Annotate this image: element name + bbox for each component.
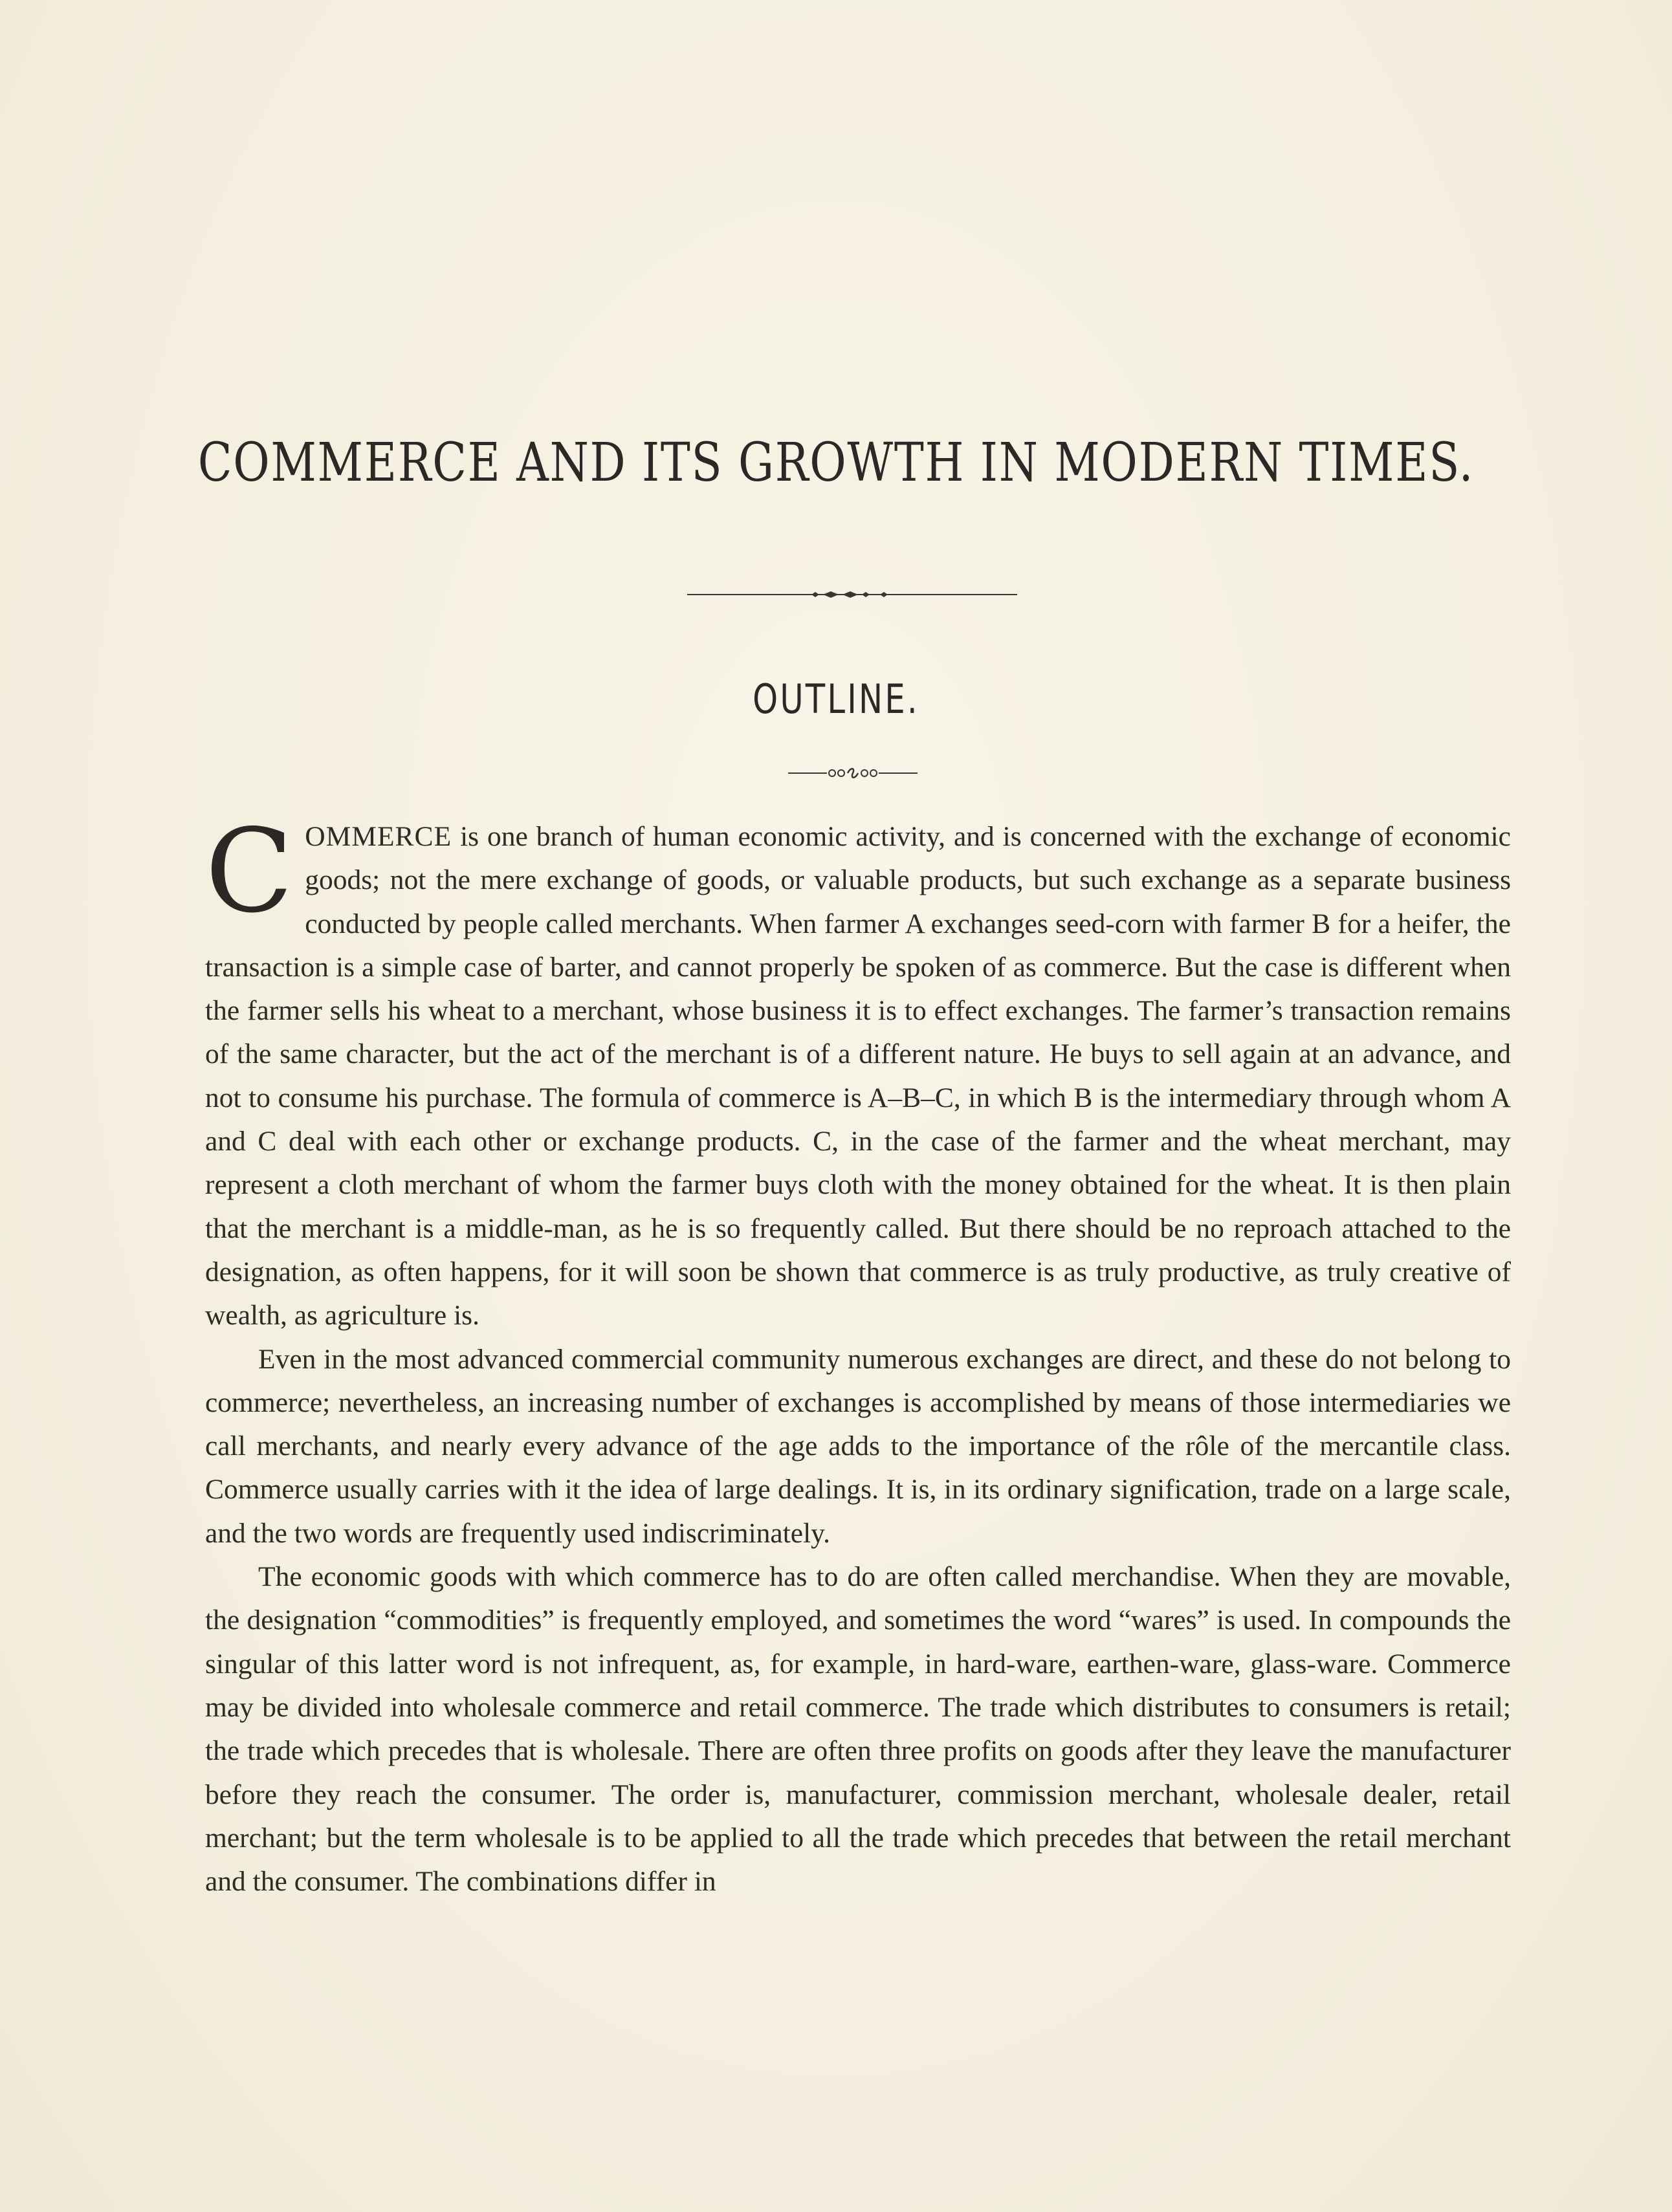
paragraph-lead-word: OMMERCE xyxy=(305,821,452,852)
paragraph-1-text: is one branch of human economic activity, and is concerned with the exchange of economic goods; not the mere exchange of goods, or valuable products, but such exchange as a separate business conducted by people called merchants. When farmer A exchanges seed-corn with farmer B for a heifer, the transaction is a simple case of barter, and cannot properly be spoken of as commerce. But the case is different when the farmer sells his wheat to a merchant, whose business it is to effect exchanges. The farmer’s transaction remains of the same character, but the act of the merchant is of a different nature. He buys to sell again at an advance, and not to consume his purchase. The formula of commerce is A–B–C, in which B is the intermediary through whom A and C deal with each other or exchange products. C, in the case of the farmer and the wheat merchant, may represent a cloth merchant of whom the farmer buys cloth with the money obtained for the wheat. It is then plain that the merchant is a middle-man, as he is so frequently called. But there should be no reproach attached to the designation, as often happens, for it will soon be shown that commerce is as truly productive, as truly creative of wealth, as agriculture is. xyxy=(205,821,1511,1331)
paragraph-1 xyxy=(205,804,1511,1338)
paragraph-2: Even in the most advanced commercial community numerous exchanges are direct, and these do not belong to commerce; nevertheless, an increasing number of exchanges is accomplished by means of those intermediaries we call merchants, and nearly every advance of the age adds to the importance of the rôle of the mercantile class. Commerce usually carries with it the idea of large dealings. It is, in its ordinary signification, trade on a large scale, and the two words are frequently used indiscriminately. xyxy=(205,1343,1511,1549)
body-text xyxy=(205,804,1511,1903)
scroll-ornament-icon xyxy=(788,763,918,783)
paragraph-3: The economic goods with which commerce has to do are often called merchandise. When they are movable, the designation “commodities” is frequently employed, and sometimes the word “wares” is used. In compounds the singular of this latter word is not infrequent, as, for example, in hard-ware, earthen-ware, glass-ware. Commerce may be divided into wholesale commerce and retail commerce. The trade which distributes to consumers is retail; the trade which precedes that is wholesale. There are often three profits on goods after they leave the manufacturer before they reach the consumer. The order is, manufacturer, commission merchant, wholesale dealer, retail merchant; but the term wholesale is to be applied to all the trade which precedes that between the retail merchant and the consumer. The combinations differ in xyxy=(205,1561,1511,1898)
rule-diamond-ornament-icon xyxy=(687,585,1017,604)
page-title: COMMERCE AND ITS GROWTH IN MODERN TIMES. xyxy=(197,432,1475,494)
section-heading: OUTLINE. xyxy=(753,675,919,723)
drop-cap: C xyxy=(205,804,294,938)
